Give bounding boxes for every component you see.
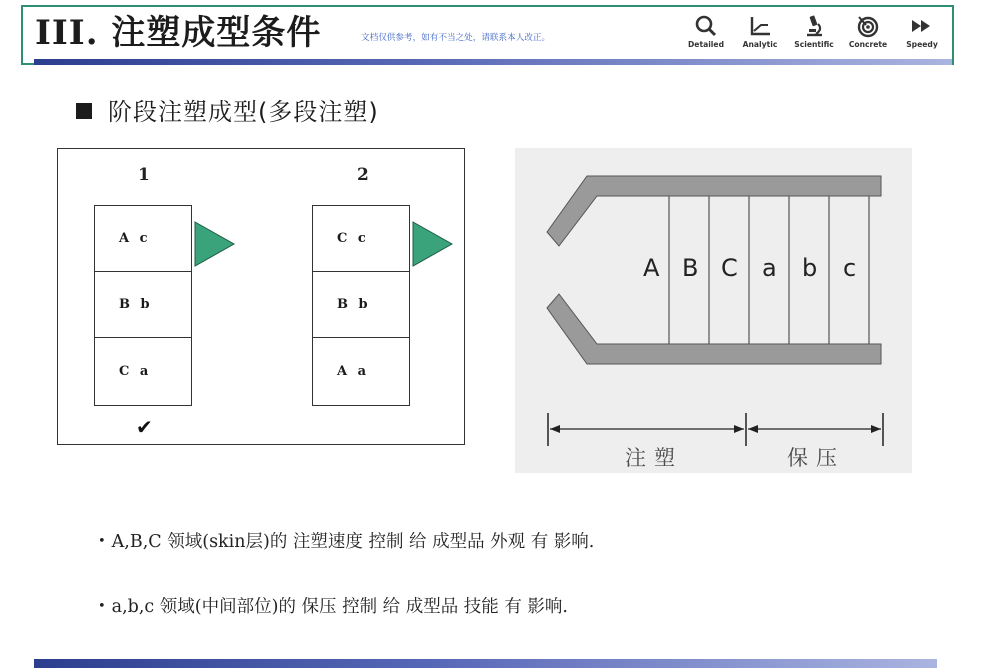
magnifier-icon bbox=[693, 13, 719, 39]
zone-label: A bbox=[643, 254, 660, 282]
target-icon bbox=[855, 13, 881, 39]
subtitle-text: 阶段注塑成型(多段注塑) bbox=[108, 98, 379, 126]
bullet-dot-icon: • bbox=[98, 599, 106, 614]
bullet-item bbox=[98, 593, 568, 618]
nav-analytic[interactable] bbox=[733, 11, 787, 59]
layer-cell: B b bbox=[95, 272, 191, 338]
zone-label: C bbox=[721, 254, 738, 282]
header-rule bbox=[34, 59, 952, 65]
column-number: 1 bbox=[138, 165, 150, 185]
mold-cavity-drawing bbox=[515, 148, 912, 473]
layer-stack-2 bbox=[312, 205, 410, 406]
zone-label: B bbox=[682, 254, 699, 282]
nav-label: Analytic bbox=[742, 40, 778, 49]
section-title: III. 注塑成型条件 bbox=[35, 13, 322, 53]
zone-label: b bbox=[802, 254, 818, 282]
nav-bar bbox=[679, 11, 949, 59]
axes-chart-icon bbox=[747, 13, 773, 39]
bullet-text: a,b,c 领域(中间部位)的 保压 控制 给 成型品 技能 有 影响. bbox=[111, 597, 568, 617]
stage-order-figure bbox=[57, 148, 465, 445]
square-bullet-icon bbox=[76, 103, 92, 119]
nav-concrete[interactable] bbox=[841, 11, 895, 59]
bullet-item bbox=[98, 528, 594, 553]
nav-detailed[interactable] bbox=[679, 11, 733, 59]
nav-label: Detailed bbox=[688, 40, 724, 49]
header-box bbox=[21, 5, 954, 65]
injection-label: 注塑 bbox=[625, 446, 683, 470]
fast-forward-icon bbox=[909, 13, 935, 39]
microscope-icon bbox=[801, 13, 827, 39]
zone-label: c bbox=[843, 254, 857, 282]
layer-stack-1 bbox=[94, 205, 192, 406]
layer-cell: A a bbox=[337, 364, 370, 379]
layer-cell: B b bbox=[313, 272, 409, 338]
gate-arrow-icon bbox=[194, 221, 236, 267]
bullet-dot-icon: • bbox=[98, 534, 106, 549]
checkmark-icon: ✔ bbox=[136, 415, 153, 439]
layer-cell: C c bbox=[313, 206, 409, 272]
holding-pressure-label: 保压 bbox=[787, 446, 845, 470]
disclaimer-text: 文档仅供参考，如有不当之处，请联系本人改正。 bbox=[361, 33, 551, 43]
column-number: 2 bbox=[357, 165, 369, 185]
nav-scientific[interactable] bbox=[787, 11, 841, 59]
nav-speedy[interactable] bbox=[895, 11, 949, 59]
slide-subtitle bbox=[76, 97, 379, 127]
nav-label: Concrete bbox=[848, 40, 888, 49]
zone-label: a bbox=[762, 254, 777, 282]
bullet-text: A,B,C 领域(skin层)的 注塑速度 控制 给 成型品 外观 有 影响. bbox=[111, 532, 595, 552]
layer-cell: A c bbox=[95, 206, 191, 272]
layer-cell: C a bbox=[119, 364, 152, 379]
gate-arrow-icon bbox=[412, 221, 454, 267]
nav-label: Speedy bbox=[906, 40, 938, 49]
mold-cavity-figure bbox=[515, 148, 912, 473]
footer-rule bbox=[34, 659, 937, 668]
nav-label: Scientific bbox=[794, 40, 834, 49]
